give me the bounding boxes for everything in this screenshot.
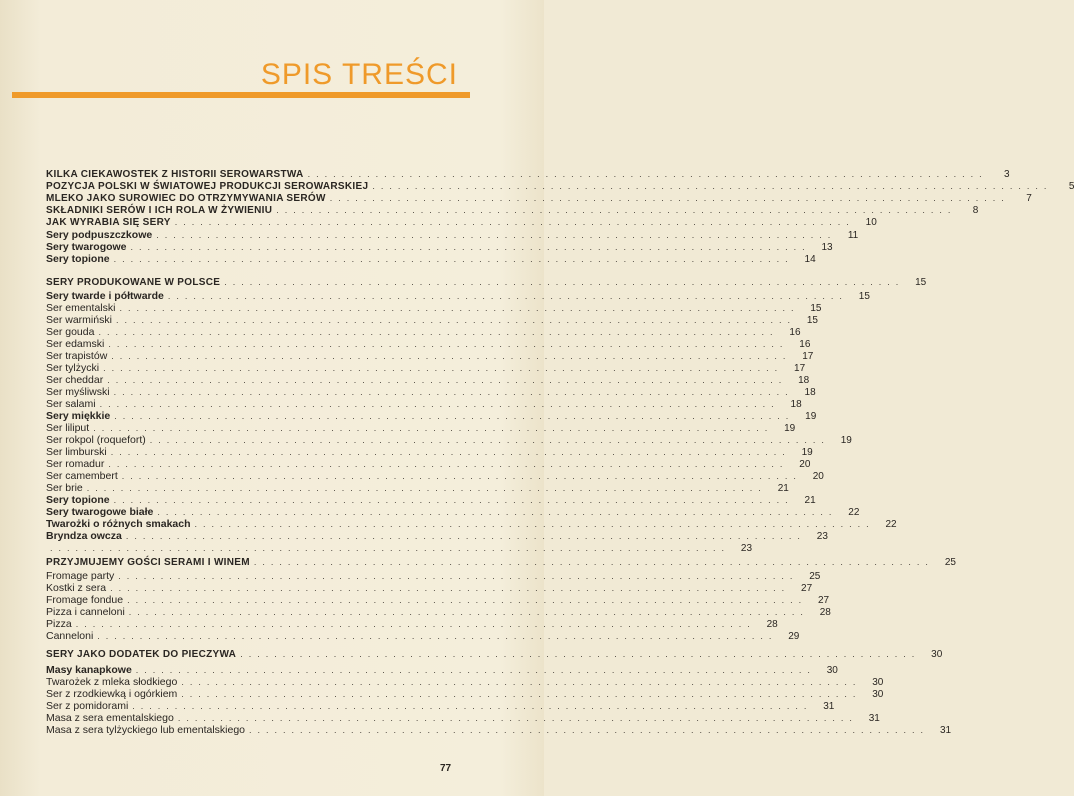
toc-entry [46,216,877,229]
toc-entry-page: 3 [1004,169,1010,180]
toc-entry [46,253,816,266]
toc-entry-title: Twarożek z mleka słodkiego [46,676,178,688]
toc-entry-title: Ser z rzodkiewką i ogórkiem [46,688,178,700]
toc-entry-page: 15 [806,315,818,326]
toc-entry-title: Ser trapistów [46,350,108,362]
toc-leader-dots: ................................................................................ [114,411,795,421]
toc-entry-title: PRZYJMUJEMY GOŚCI SERAMI I WINEM [46,557,250,568]
toc-leader-dots: ................................................................................ [108,339,789,349]
toc-leader-dots: ................................................................................ [50,543,731,553]
toc-leader-dots: ................................................................................ [93,423,774,433]
toc-leader-dots: ................................................................................ [99,399,780,409]
toc-entry-title: Fromage fondue [46,594,124,606]
toc-leader-dots: ................................................................................ [108,459,789,469]
toc-entry-page: 20 [812,471,824,482]
toc-leader-dots: ................................................................................ [97,631,778,641]
toc-entry-page: 30 [872,677,884,688]
toc-entry-title: Ser cheddar [46,374,104,386]
toc-entry-title: Ser gouda [46,326,95,338]
toc-entry-title: Sery topione [46,494,110,506]
toc-entry-page: 31 [939,725,952,736]
toc-leader-dots: ................................................................................ [194,519,875,529]
toc-entry-page: 27 [801,583,813,594]
toc-entry-page: 7 [1026,193,1032,204]
toc-leader-dots: ................................................................................ [113,254,794,264]
toc-entry-title: Masa z sera tylżyckiego lub ementalskiego [46,724,246,736]
toc-leader-dots: ................................................................................ [276,205,957,215]
toc-entry-page: 15 [810,303,822,314]
toc-leader-dots: ................................................................................ [157,507,838,517]
toc-entry-title: Masa z sera ementalskiego [46,712,174,724]
toc-entry [46,724,952,737]
toc-entry [46,276,927,289]
toc-entry-title: Ser salami [46,398,96,410]
toc-entry-page: 28 [766,619,778,630]
toc-leader-dots: ................................................................................ [174,217,855,227]
toc-entry-page: 19 [840,435,852,446]
toc-entry-title: Sery twarogowe [46,241,127,253]
toc-entry-title: Masy kanapkowe [46,664,132,676]
toc-entry-title: Ser ementalski [46,302,116,314]
toc-entry-page: 31 [868,713,880,724]
toc-entry-page: 10 [865,217,877,228]
toc-entry-title: Sery miękkie [46,410,111,422]
toc-entry-title: Ser romadur [46,458,105,470]
toc-leader-dots: ................................................................................ [181,689,862,699]
toc-leader-dots: ................................................................................ [307,169,988,179]
toc-leader-dots: ................................................................................ [110,447,791,457]
toc-entry-title: Ser myśliwski [46,386,110,398]
toc-entry-title: Canneloni [46,630,94,642]
toc-leader-dots: ................................................................................ [125,531,806,541]
toc-leader-dots: ................................................................................ [156,230,837,240]
toc-entry-title: Pizza i canneloni [46,606,125,618]
toc-leader-dots: ................................................................................ [113,495,794,505]
toc-entry [46,542,753,555]
toc-entry-title: Ser warmiński [46,314,112,326]
toc-leader-dots: ................................................................................ [107,375,788,385]
toc-entry-page: 8 [972,205,979,216]
toc-leader-dots: ................................................................................ [127,595,808,605]
toc-entry-page: 18 [790,399,802,410]
toc-entry-page: 14 [804,254,816,265]
toc-entry-page: 21 [777,483,789,494]
toc-entry-title: Kostki z sera [46,582,107,594]
toc-entry [46,630,800,643]
toc-entry-page: 19 [784,423,796,434]
toc-entry-page: 15 [915,277,927,288]
toc-entry-page: 15 [858,291,870,302]
toc-leader-dots: ................................................................................ [86,483,767,493]
toc-entry-title: Ser z pomidorami [46,700,129,712]
page-title: SPIS TREŚCI [260,58,458,91]
toc-entry-title: Ser limburski [46,446,107,458]
toc-entry-title: Sery podpuszczkowe [46,229,153,241]
toc-entry-title: POZYCJA POLSKI W ŚWIATOWEJ PRODUKCJI SEROWARSKIEJ [46,181,369,192]
toc-entry-page: 23 [740,543,753,554]
toc-entry-page: 20 [799,459,811,470]
toc-entry-page: 5 [1068,181,1074,192]
toc-entry-title: JAK WYRABIA SIĘ SERY [46,217,171,228]
toc-entry-title: Fromage party [46,570,115,582]
toc-entry-title: Sery twarde i półtwarde [46,290,164,302]
toc-entry-page: 31 [823,701,835,712]
toc-entry-page: 30 [872,689,884,700]
toc-entry-page: 30 [931,649,943,660]
toc-entry-title: Ser brie [46,482,83,494]
toc-leader-dots: ................................................................................ [98,327,779,337]
toc-leader-dots: ................................................................................ [132,701,813,711]
toc-entry-title: Ser tylżycki [46,362,100,374]
toc-entry-title: Ser rokpol (roquefort) [46,434,146,446]
toc-entry-page: 23 [816,531,828,542]
toc-leader-dots: ................................................................................ [240,649,921,659]
toc-leader-dots: ................................................................................ [103,363,784,373]
toc-leader-dots: ................................................................................ [167,291,848,301]
toc-leader-dots: ................................................................................ [177,713,858,723]
toc-entry-page: 29 [788,631,800,642]
toc-entry-page: 16 [789,327,801,338]
page-number: 77 [440,763,452,774]
toc-entry [46,648,943,661]
toc-entry-page: 17 [794,363,806,374]
toc-leader-dots: ................................................................................ [130,242,811,252]
toc-entry-title: SERY JAKO DODATEK DO PIECZYWA [46,649,237,660]
toc-leader-dots: ................................................................................ [119,303,800,313]
toc-entry-title: Bryndza owcza [46,530,122,542]
toc-entry-title: MLEKO JAKO SUROWIEC DO OTRZYMYWANIA SERÓW [46,193,326,204]
toc-entry [46,556,956,569]
toc-entry-page: 25 [944,557,956,568]
toc-entry-title: KILKA CIEKAWOSTEK Z HISTORII SEROWARSTWA [46,169,304,180]
toc-leader-dots: ................................................................................ [329,193,1010,203]
toc-entry-title: SKŁADNIKI SERÓW I ICH ROLA W ŻYWIENIU [46,205,273,216]
toc-entry-title: Ser liliput [46,422,90,434]
toc-entry-page: 18 [798,375,810,386]
toc-entry-title: Ser camembert [46,470,118,482]
toc-leader-dots: ................................................................................ [135,665,816,675]
toc-leader-dots: ................................................................................ [253,557,934,567]
toc-entry-page: 19 [805,411,817,422]
toc-leader-dots: ................................................................................ [372,181,1053,191]
toc-entry-title: Twarożki o różnych smakach [46,518,191,530]
toc-entry-title: Pizza [46,618,72,630]
toc-entry-title: Sery twarogowe białe [46,506,154,518]
toc-entry-page: 27 [817,595,830,606]
toc-entry-page: 16 [799,339,811,350]
toc-entry-title: Ser edamski [46,338,105,350]
toc-entry-page: 22 [885,519,897,530]
toc-entry-page: 22 [848,507,860,518]
toc-entry-page: 25 [809,571,821,582]
toc-leader-dots: ................................................................................ [118,571,799,581]
toc-leader-dots: ................................................................................ [75,619,756,629]
toc-leader-dots: ................................................................................ [128,607,809,617]
toc-leader-dots: ................................................................................ [110,583,791,593]
toc-entry-title: Sery topione [46,253,110,265]
toc-entry-page: 17 [802,351,814,362]
toc-entry-page: 11 [847,230,859,241]
toc-entry-page: 19 [801,447,813,458]
toc-entry-page: 30 [826,665,838,676]
toc-entry-page: 13 [821,242,833,253]
toc-leader-dots: ................................................................................ [224,277,905,287]
toc-leader-dots: ................................................................................ [115,315,796,325]
toc-leader-dots: ................................................................................ [111,351,792,361]
toc-entry-page: 28 [819,607,831,618]
toc-leader-dots: ................................................................................ [121,471,802,481]
toc-leader-dots: ................................................................................ [113,387,794,397]
toc-leader-dots: ................................................................................ [149,435,830,445]
toc-leader-dots: ................................................................................ [249,725,930,735]
toc-leader-dots: ................................................................................ [181,677,862,687]
toc-entry-page: 21 [804,495,816,506]
toc-entry-title: SERY PRODUKOWANE W POLSCE [46,277,221,288]
toc-entry-page: 18 [804,387,816,398]
